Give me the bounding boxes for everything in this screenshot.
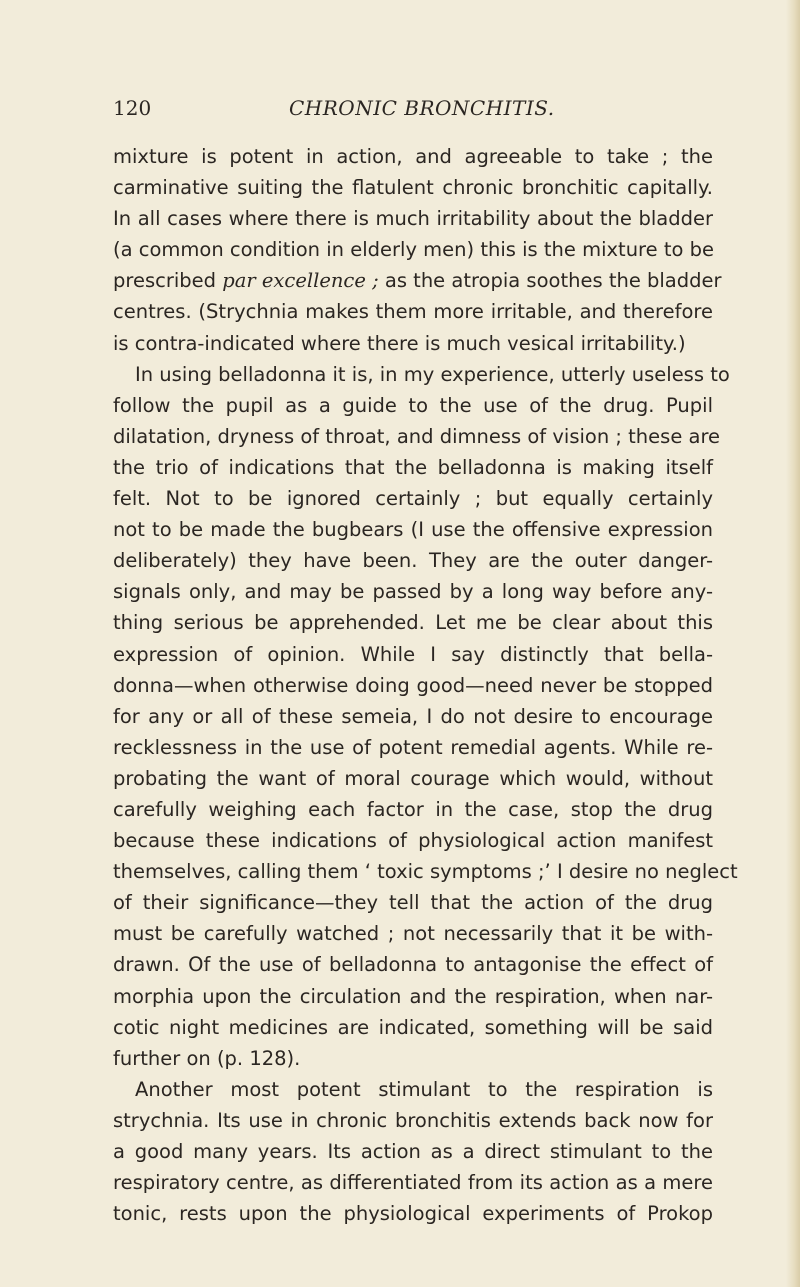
italic-phrase: par excellence ; [222, 269, 379, 293]
text-line: dilatation, dryness of throat, and dimness of vision ; these are [113, 424, 721, 448]
text-line: further on (p. 128). [113, 1046, 301, 1070]
text-line: In all cases where there is much irritability about the bladder [113, 207, 713, 231]
page-number: 120 [113, 96, 152, 120]
text-line: carminative suiting the flatulent chronic bronchitic capitally. [113, 176, 713, 200]
text-line: because these indications of physiological action manifest [113, 829, 713, 853]
text-line: respiratory centre, as differentiated from its action as a mere [113, 1171, 713, 1195]
text-line: carefully weighing each factor in the case, stop the drug [113, 797, 713, 821]
text-line: expression of opinion. While I say distinctly that bella- [113, 642, 713, 666]
text-line: (a common condition in elderly men) this is the mixture to be [113, 238, 714, 262]
body-text [113, 141, 738, 1229]
text-line: cotic night medicines are indicated, something will be said [113, 1015, 713, 1039]
text-line [113, 265, 722, 296]
text-line: Another most potent stimulant to the respiration is [135, 1077, 713, 1101]
text-line: the trio of indications that the belladonna is making itself [113, 455, 713, 479]
text-line: In using belladonna it is, in my experience, utterly useless to [135, 362, 730, 386]
text-line: centres. (Strychnia makes them more irritable, and therefore [113, 300, 713, 324]
text-line: not to be made the bugbears (I use the offensive expression [113, 518, 713, 542]
running-title: CHRONIC BRONCHITIS. [289, 96, 555, 120]
text-line: a good many years. Its action as a direct stimulant to the [113, 1140, 713, 1163]
text-line: mixture is potent in action, and agreeable to take ; the [113, 145, 713, 168]
text-line: donna—when otherwise doing good—need never be stopped [113, 673, 713, 697]
text-line: tonic, rests upon the physiological experiments of Prokop [113, 1202, 713, 1226]
text-line: felt. Not to be ignored certainly ; but equally certainly [113, 487, 713, 511]
text-run: as the atropia soothes the bladder [378, 269, 722, 293]
text-run: prescribed [113, 269, 223, 293]
text-line: themselves, calling them ‘ toxic symptoms ;’ I desire no neglect [113, 860, 738, 884]
text-line: follow the pupil as a guide to the use of the drug. Pupil [113, 393, 713, 417]
text-line: signals only, and may be passed by a long way before any- [113, 580, 713, 604]
text-line: strychnia. Its use in chronic bronchitis extends back now for [113, 1108, 713, 1132]
text-line: for any or all of these semeia, I do not desire to encourage [113, 704, 713, 728]
text-line: drawn. Of the use of belladonna to antagonise the effect of [113, 953, 713, 977]
page-header [113, 96, 713, 128]
text-line: must be carefully watched ; not necessarily that it be with- [113, 922, 713, 946]
text-line: of their significance—they tell that the action of the drug [113, 891, 713, 915]
page-edge [786, 0, 800, 1287]
text-line: probating the want of moral courage which would, without [113, 766, 713, 790]
text-line: is contra-indicated where there is much vesical irritability.) [113, 331, 686, 355]
text-line: deliberately) they have been. They are the outer danger- [113, 549, 713, 573]
text-line: morphia upon the circulation and the respiration, when nar- [113, 984, 713, 1008]
text-line: thing serious be apprehended. Let me be clear about this [113, 611, 713, 635]
text-line: recklessness in the use of potent remedial agents. While re- [113, 735, 713, 759]
